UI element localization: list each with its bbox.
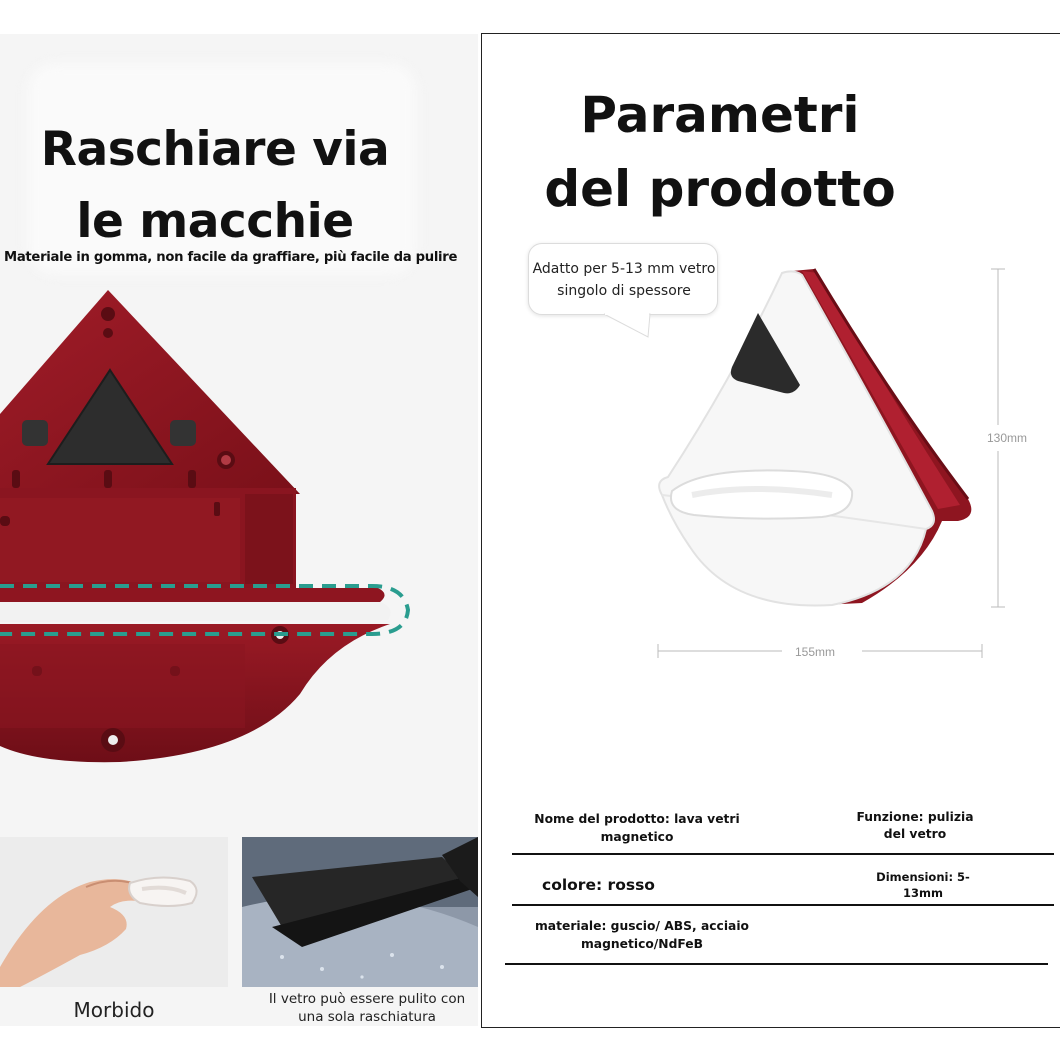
hand-holding-rubber-image: [0, 837, 228, 987]
left-panel: [0, 34, 478, 1026]
window-cleaner-product-image: [642, 259, 1060, 679]
spec-divider: [512, 904, 1054, 906]
wiper-on-glass-image: [242, 837, 478, 987]
left-title-line2: le macchie: [76, 194, 354, 249]
right-title-line2: del prodotto: [544, 160, 896, 218]
spec-color: colore: rosso: [542, 876, 655, 894]
spec-function: Funzione: pulizia del vetro: [856, 810, 974, 841]
spec-product-name: Nome del prodotto: lava vetri magnetico: [534, 812, 740, 844]
left-title-line1: Raschiare via: [40, 122, 390, 177]
right-title-line1: Parametri: [580, 86, 860, 144]
caption-wiper: Il vetro può essere pulito con una sola raschiatura: [268, 991, 466, 1025]
bubble-text: Adatto per 5-13 mm vetro singolo di spessore: [532, 261, 716, 299]
spec-divider: [512, 853, 1054, 855]
right-title: [482, 78, 958, 226]
caption-soft: Morbido: [73, 998, 155, 1022]
spec-material: materiale: guscio/ ABS, acciaio magnetico/NdFeB: [534, 919, 749, 951]
spec-divider: [505, 963, 1048, 965]
spec-dimensions: Dimensioni: 5-13mm: [876, 870, 970, 900]
dimension-width-label: 155mm: [795, 645, 836, 659]
dimension-height-label: 130mm: [987, 431, 1028, 445]
right-panel: [481, 33, 1060, 1028]
cleaner-closeup-image: [0, 284, 478, 824]
left-title: [0, 114, 430, 258]
left-subtitle: Materiale in gomma, non facile da graffiare, più facile da pulire: [4, 250, 458, 265]
